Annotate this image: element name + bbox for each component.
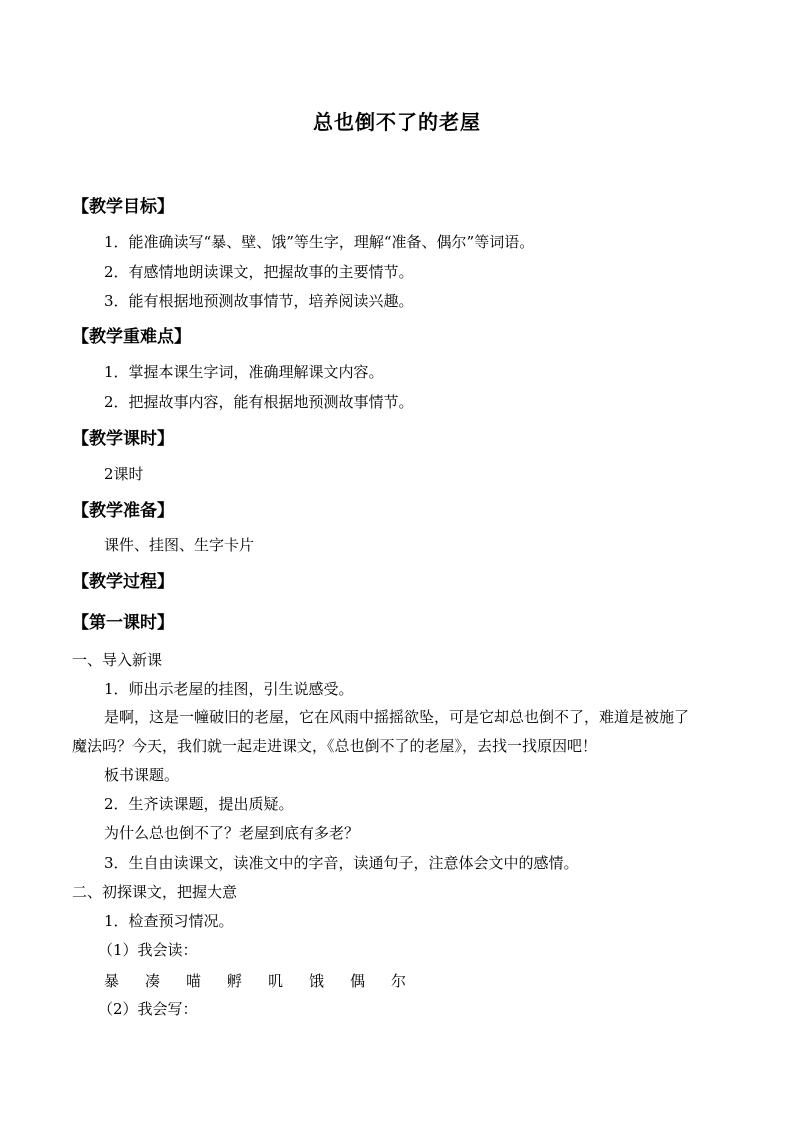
teaching-preparation-text: 课件、挂图、生字卡片 (104, 536, 255, 554)
part1-question: 为什么总也倒不了？老屋到底有多老？ (104, 824, 360, 842)
part1-paragraph-line2: 魔法吗？今天，我们就一起走进课文，《总也倒不了的老屋》，去找一找原因吧！ (72, 737, 598, 755)
part2-write-label: （2）我会写： (98, 1000, 198, 1018)
part1-paragraph-line1: 是啊，这是一幢破旧的老屋，它在风雨中摇摇欲坠，可是它却总也倒不了，难道是被施了 (104, 708, 690, 726)
part1-title: 一、导入新课 (72, 651, 163, 669)
heading-teaching-hours: 【教学课时】 (72, 429, 174, 449)
key-point-item-2: 2．把握故事内容，能有根据地预测故事情节。 (104, 393, 414, 411)
part1-step3: 3．生自由读课文，读准文中的字音，读通句子，注意体会文中的感情。 (104, 854, 579, 872)
read-char: 孵 (227, 972, 243, 990)
read-char: 凑 (145, 972, 161, 990)
heading-first-lesson: 【第一课时】 (72, 613, 174, 633)
goal-item-2: 2．有感情地朗读课文，把握故事的主要情节。 (104, 263, 414, 281)
goal-item-1: 1．能准确读写“暴、壁、饿”等生字，理解“准备、偶尔”等词语。 (104, 233, 535, 251)
read-char: 暴 (104, 972, 120, 990)
read-characters-list (104, 970, 432, 991)
teaching-hours-text: 2课时 (104, 465, 144, 483)
heading-teaching-goals: 【教学目标】 (72, 197, 174, 217)
read-char: 偶 (350, 972, 366, 990)
heading-key-points: 【教学重难点】 (72, 327, 191, 347)
part1-board-note: 板书课题。 (104, 766, 180, 784)
read-char: 尔 (391, 972, 407, 990)
part1-step1: 1．师出示老屋的挂图，引生说感受。 (104, 680, 354, 698)
document-title: 总也倒不了的老屋 (313, 110, 481, 134)
read-char: 叽 (268, 972, 284, 990)
key-point-item-1: 1．掌握本课生字词，准确理解课文内容。 (104, 363, 384, 381)
heading-teaching-process: 【教学过程】 (72, 572, 174, 592)
part2-step1: 1．检查预习情况。 (104, 912, 234, 930)
part2-title: 二、初探课文，把握大意 (72, 883, 238, 901)
part2-read-label: （1）我会读： (98, 941, 198, 959)
read-char: 喵 (186, 972, 202, 990)
heading-teaching-preparation: 【教学准备】 (72, 501, 174, 521)
part1-step2: 2．生齐读课题，提出质疑。 (104, 795, 294, 813)
read-char: 饿 (309, 972, 325, 990)
goal-item-3: 3．能有根据地预测故事情节，培养阅读兴趣。 (104, 292, 414, 310)
